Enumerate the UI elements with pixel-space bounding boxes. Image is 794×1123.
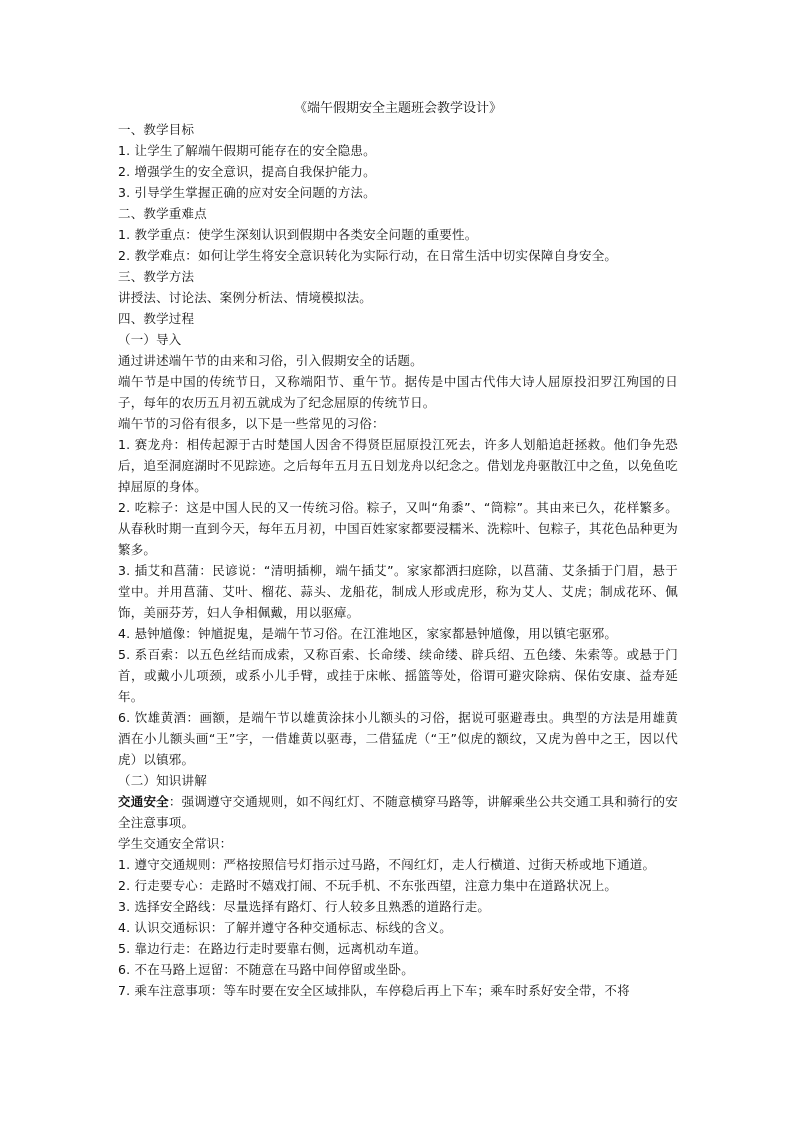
- intro-paragraph-2: 端午节是中国的传统节日，又称端阳节、重午节。据传是中国古代伟大诗人屈原投汨罗江殉国的日子，每年的农历五月初五就成为了纪念屈原的传统节日。: [118, 374, 678, 410]
- document-body: [118, 98, 678, 1001]
- custom-realgar-wine: 6. 饮雄黄酒：画额，是端午节以雄黄涂抹小儿额头的习俗，据说可驱避毒虫。典型的方法是用雄黄酒在小儿额头画“王”字，一借雄黄以驱毒，二借猛虎（“王”似虎的额纹，又虎为兽中之王，因以代虎）以镇邪。: [118, 710, 678, 767]
- section-heading-key-points: 二、教学重难点: [118, 206, 207, 221]
- custom-mugwort: 3. 插艾和菖蒲：民谚说：“清明插柳，端午插艾”。家家都洒扫庭除，以菖蒲、艾条插于门眉，悬于堂中。并用菖蒲、艾叶、榴花、蒜头、龙船花，制成人形或虎形，称为艾人、艾虎；制成花环、佩饰，美丽芬芳，妇人争相佩戴，用以驱瘴。: [118, 563, 678, 620]
- traffic-rule-4: 4. 认识交通标识：了解并遵守各种交通标志、标线的含义。: [118, 920, 453, 935]
- traffic-knowledge-heading: 学生交通安全常识：: [118, 836, 233, 851]
- traffic-rule-1: 1. 遵守交通规则：严格按照信号灯指示过马路，不闯红灯，走人行横道、过街天桥或地下通道。: [118, 857, 656, 872]
- traffic-safety-paragraph: [118, 791, 678, 833]
- methods-text: 讲授法、讨论法、案例分析法、情境模拟法。: [118, 290, 373, 305]
- section-heading-process: 四、教学过程: [118, 311, 195, 326]
- traffic-safety-keyword: 交通安全: [118, 794, 169, 809]
- subsection-heading-knowledge: （二）知识讲解: [118, 773, 207, 788]
- document-title: 《端午假期安全主题班会教学设计》: [293, 101, 502, 116]
- custom-dragon-boat: 1. 赛龙舟：相传起源于古时楚国人因舍不得贤臣屈原投江死去，许多人划船追赶拯救。他们争先恐后，追至洞庭湖时不见踪迹。之后每年五月五日划龙舟以纪念之。借划龙舟驱散江中之鱼，以免鱼吃掉屈原的身体。: [118, 437, 678, 494]
- custom-silk-cord: 5. 系百索：以五色丝结而成索，又称百索、长命缕、续命缕、辟兵绍、五色缕、朱索等。或悬于门首，或戴小儿项颈，或系小儿手臂，或挂于床帐、摇篮等处，俗谓可避灾除病、保佑安康、益寿延年。: [118, 647, 678, 704]
- custom-zongzi: 2. 吃粽子：这是中国人民的又一传统习俗。粽子，又叫“角黍”、“筒粽”。其由来已久，花样繁多。从春秋时期一直到今天，每年五月初，中国百姓家家都要浸糯米、洗粽叶、包粽子，其花色品种更为繁多。: [118, 500, 678, 557]
- subsection-heading-intro: （一）导入: [118, 332, 182, 347]
- section-heading-methods: 三、教学方法: [118, 269, 195, 284]
- traffic-rule-3: 3. 选择安全路线：尽量选择有路灯、行人较多且熟悉的道路行走。: [118, 899, 491, 914]
- key-point-1: 1. 教学重点：使学生深刻认识到假期中各类安全问题的重要性。: [118, 227, 478, 242]
- objective-2: 2. 增强学生的安全意识，提高自我保护能力。: [118, 164, 376, 179]
- objective-1: 1. 让学生了解端午假期可能存在的安全隐患。: [118, 143, 376, 158]
- traffic-rule-6: 6. 不在马路上逗留：不随意在马路中间停留或坐卧。: [118, 962, 414, 977]
- key-point-2: 2. 教学难点：如何让学生将安全意识转化为实际行动，在日常生活中切实保障自身安全。: [118, 248, 618, 263]
- objective-3: 3. 引导学生掌握正确的应对安全问题的方法。: [118, 185, 376, 200]
- traffic-rule-7: 7. 乘车注意事项：等车时要在安全区域排队，车停稳后再上下车；乘车时系好安全带，不将: [118, 983, 630, 998]
- traffic-rule-5: 5. 靠边行走：在路边行走时要靠右侧，远离机动车道。: [118, 941, 427, 956]
- intro-paragraph-3: 端午节的习俗有很多，以下是一些常见的习俗：: [118, 416, 385, 431]
- traffic-rule-2: 2. 行走要专心：走路时不嬉戏打闹、不玩手机、不东张西望，注意力集中在道路状况上。: [118, 878, 618, 893]
- traffic-safety-text: ：强调遵守交通规则，如不闯红灯、不随意横穿马路等，讲解乘坐公共交通工具和骑行的安全注意事项。: [118, 794, 678, 830]
- intro-paragraph-1: 通过讲述端午节的由来和习俗，引入假期安全的话题。: [118, 353, 423, 368]
- custom-zhong-kui: 4. 悬钟馗像：钟馗捉鬼，是端午节习俗。在江淮地区，家家都悬钟馗像，用以镇宅驱邪。: [118, 626, 618, 641]
- section-heading-objectives: 一、教学目标: [118, 122, 195, 137]
